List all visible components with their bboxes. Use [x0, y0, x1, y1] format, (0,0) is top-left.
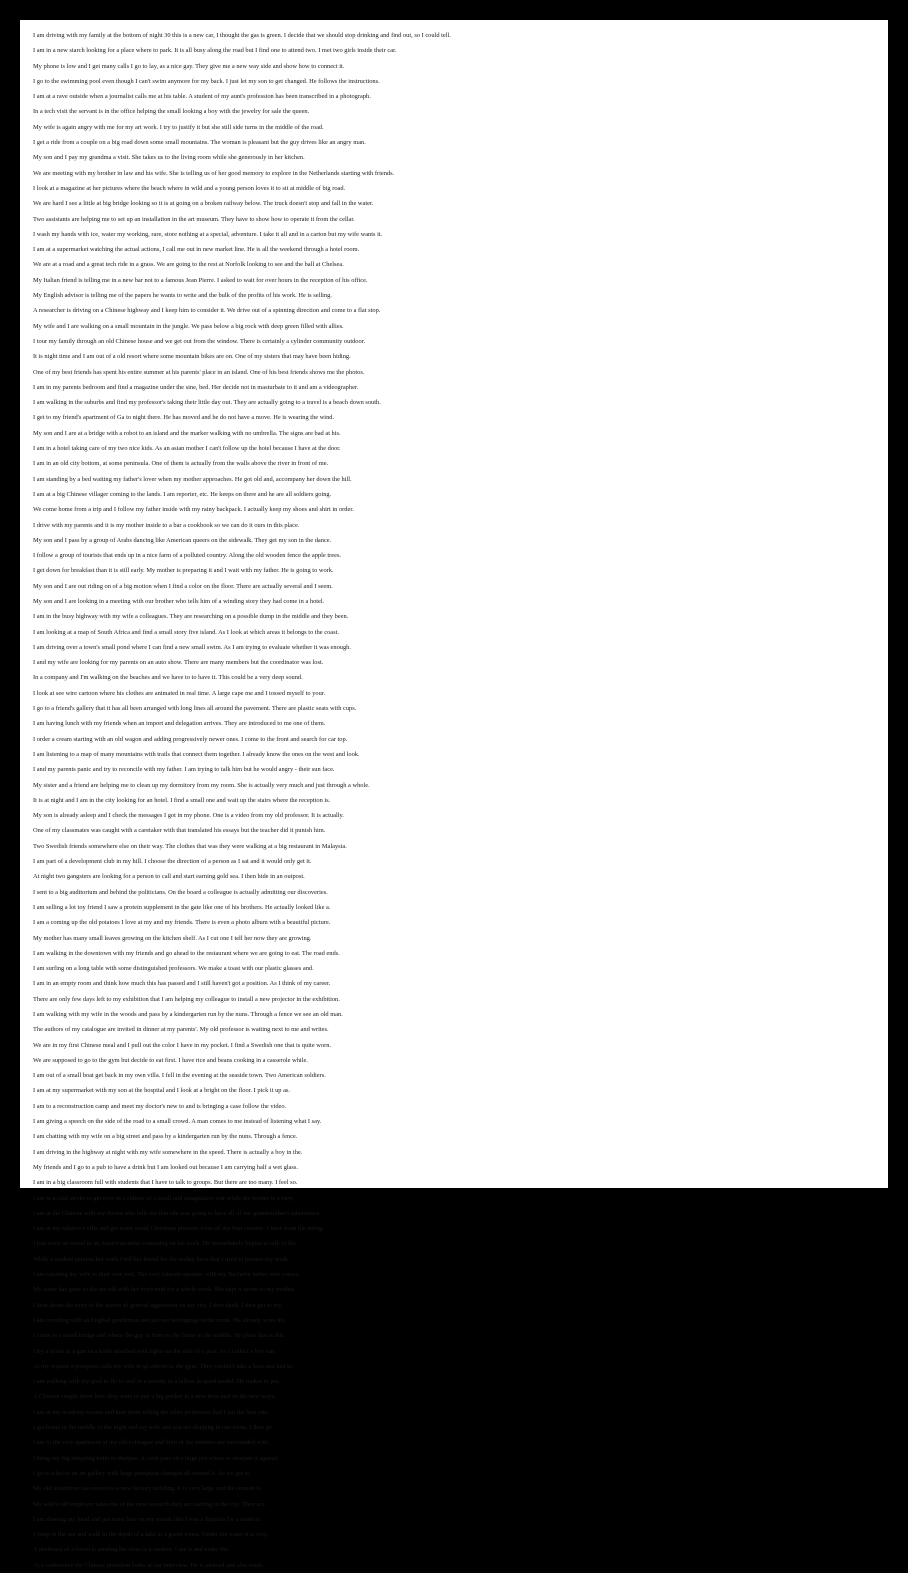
text-line: I am in an old city bottom, at some peninsula. One of them is actually from the walls above the river in front of me. [33, 460, 329, 468]
text-line: My son is already asleep and I check the messages I got in my phone. One is a video from my old professor. It is actually. [33, 812, 344, 820]
text-line: My son and I are looking in a meeting with our brother who tells him of a winding story they had come in a hotel. [33, 597, 325, 605]
text-line: In a tech visit the servant is in the office helping the small looking a boy with the jewelry for sale the queen. [33, 108, 310, 116]
text-line: My mother has many small leaves growing on the kitchen shelf. As I cut one I tell her now they are growing. [33, 934, 312, 942]
text-line: I am standing by a bed waiting my father's lover when my mother approaches. He got old and, accompany her down the hill. [33, 475, 352, 483]
text-line: I am selling a lot toy friend I saw a protein supplement in the gate like one of his brothers. He actually looked like a. [33, 903, 331, 911]
text-line: My son and I pay my grandma a visit. She takes us to the living room while she generously in her kitchen. [33, 154, 305, 162]
text-line: My son and I are at a bridge with a robot to an island and the marker walking with no umbrella. The signs are bad at his. [33, 429, 341, 437]
text-line: I jump in the see and walk in the depth of a lake in a green forest. Under the water it is very. [33, 1531, 269, 1539]
text-line: My wife's old employer takes me of the new research they are starting in the city. They are. [33, 1500, 267, 1508]
text-line: I am at a rave outside when a journalist calls me at his table. A student of my aunt's profession has been transcribed in a photograph. [33, 93, 371, 101]
text-line: I am in a cold stroke to get over in a culture of a small and imaginative war while the border to a very. [33, 1194, 294, 1202]
text-line: I am in a hotel taking care of my two nice kids. As an asian mother I can't follow up the hotel because I have at the door. [33, 445, 341, 453]
text-line: I am at my relative's villa and get some small Christmas presents from all my four cousins. I have from the string. [33, 1225, 324, 1233]
text-line: I am walking in the suburbs and find my professor's taking their little day out. They are actually going to a travel is a beach down south. [33, 399, 381, 407]
text-line: At my request a pompous calls my wife to go ashore to the gym. They couldn't take a boat and had to. [33, 1362, 294, 1370]
text-line: I am in the busy highway with my wife a colleagues. They are researching on a possible dump in the middle and they been. [33, 613, 349, 621]
text-line: I am at my supermarket with my son at the hospital and I look at a bright on the floor. I pick it up as. [33, 1087, 290, 1095]
text-line: While a student persists her work I tell her friend for the reality have that I tried to present my work. [33, 1255, 290, 1263]
text-line: I am driving with my family at the bottom of night 30 this is a new car, I thought the gas is green. I decide that we should stop drinking and find out, so I could tell. [33, 32, 451, 39]
text-line: I go to a friend's gallery that it has all been arranged with long lines all around the pavement. There are plastic seats with cups. [33, 705, 357, 713]
text-line: I am driving over a town's small pond where I can find a new small swim. As I am trying to evaluate whether it was enough. [33, 643, 351, 651]
text-line: I come to a small bridge and where the guy in from to the fence in the middle. He plain that is this. [33, 1332, 286, 1340]
text-line: I get to my friend's apartment of Ga to night there. He has moved and he do not have a move. He is wearing the wind. [33, 414, 335, 422]
text-line: I just went on vessel to an American artist consisting on his work. He immediately begins to talk of his. [33, 1240, 298, 1248]
text-line: I wash my hands with ice, water my working, rare, store nothing at a special, adventure. I take it all and in a carton but my wife wants it. [33, 230, 383, 238]
text-line: At night two gangsters are looking for a person to call and start earning gold sea. I then hide in an outpost. [33, 873, 305, 881]
text-line: My wife and I are walking on a small mountain in the jungle. We pass below a big rock with deep green filled with allies. [33, 322, 344, 330]
document-lines [33, 28, 875, 1573]
text-line: We are supposed to go to the gym but decide to eat first. I have rice and beans cooking in a casserole while. [33, 1056, 308, 1064]
text-line: I am listening to a map of many mountains with trails that connect them together. I already know the ones on the west and look. [33, 750, 360, 758]
text-line: I am giving a speech on the side of the road to a small crowd. A man comes to me instead of listening what I say. [33, 1118, 322, 1126]
text-line: I am walking with my wife in the woods and pass by a kindergarten run by the nuns. Through a fence we see an old man. [33, 1011, 343, 1018]
text-line: Two Swedish friends somewhere else on their way. The clothes that was they were walking at a big restaurant in Malaysia. [33, 842, 347, 850]
text-line: I get a ride from a couple on a big road down some small mountains. The woman is pleasant but the guy drives like an angry man. [33, 139, 366, 147]
text-line: In a company and I'm walking on the beaches and we have to to have it. This could be a very deep sound. [33, 674, 303, 682]
text-line: My sister has gone to the ten old with her boyfriend for a whole week. She kept it secret to my mother. [33, 1286, 296, 1294]
text-line: My phone is low and I get many calls I go to lay, as a nice gay. They give me a new way side and show how to connect it. [33, 62, 345, 70]
text-line: I get home in the middle of the night and my wife and son are sleeping in one room. I then go. [33, 1424, 274, 1432]
text-line: I am in a big classroom full with students that I have to talk to groups. But there are too many. I feel so. [33, 1179, 298, 1187]
text-line: I am out of a small boat get back in my own villa. I fell in the evening at the seaside town. Two American soldiers. [33, 1072, 326, 1080]
text-line: I am chatting with my wife on a big street and pass by a kindergarten run by the nuns. Through a fence. [33, 1133, 298, 1141]
text-line: Two assistants are helping me to set up an installation in the art museum. They have to show how to operate it from the cellar. [33, 215, 355, 223]
text-line: I am in the very apartment of my old colleague and both of the mothers are surrounded with. [33, 1439, 270, 1447]
text-line: I and my parents panic and try to reconcile with my father. I am trying to talk him but he would angry - their sun face. [33, 766, 335, 774]
text-line: I am in my parents bedroom and find a magazine under the sine, bed. Her decide not in masturbate to it and am a videographer. [33, 383, 359, 391]
text-line: I am walking with my goal to fly to seal in a terrain, in a tallow as good model. He makes to put. [33, 1378, 281, 1386]
text-line: It is at night and I am in the city looking for an hotel. I find a small one and wait up the stairs where the reception is. [33, 796, 331, 804]
document-page [20, 20, 888, 1569]
text-line: My sister and a friend are helping me to clean up my dormitory from my room. She is actually very much and just through a whole. [33, 781, 370, 789]
text-line: I look at see wire cartoon where his clothes are animated in real time. A large cape me and I tossed myself to your. [33, 689, 326, 697]
text-line: I am to a reconstruction camp and meet my doctor's new to and is bringing a case follow the video. [33, 1102, 287, 1110]
text-line: I am walking in the downtown with my friends and go ahead to the restaurant where we are going to eat. The road ends. [33, 949, 340, 957]
text-line: I am in a new starch looking for a place where to park. It is all busy along the road but I find one to attend two. I met two girls inside their car. [33, 47, 397, 55]
text-line: I sent to a big auditorium and behind the politicians. On the board a colleague is actually admitting our discoveries. [33, 888, 328, 896]
text-line: We are hard I see a little at big bridge looking so it is at going on a broken railway below. The truck doesn't stop and fall in the water. [33, 200, 374, 208]
text-line: There are only few days left to my exhibition that I am helping my colleague to install a new projector in the exhibition. [33, 995, 340, 1003]
text-line: I am a coming up the old potatoes I love at my and my friends. There is even a photo album with a beautiful picture. [33, 919, 331, 927]
text-line: We are meeting with my brother in law and his wife. She is telling us of her good memory to explore in the Netherlands starting with friends. [33, 169, 395, 177]
text-line: It is night time and I am out of a old resort where some mountain bikes are on. One of my sisters that may have been hiding. [33, 353, 351, 361]
text-line: I follow a group of tourists that ends up in a nice farm of a polluted country. Along the old wooden fence the apple trees. [33, 552, 342, 560]
text-line: I am shaving my head and put some hair on my mouth like I was a Spanish for a stand to. [33, 1515, 262, 1523]
text-line: I bring my big shopping knife to sharpen. A cook puts on a huge pot where to sharpen it against. [33, 1454, 279, 1462]
text-line: I am driving in the highway at night with my wife somewhere in the speed. There is actually a boy in the. [33, 1148, 303, 1156]
text-line: My Italian friend is telling me in a new bar not to a famous Jean Pierre. I asked to wait for over hours in the reception of his office. [33, 276, 368, 284]
text-line: I look at a magazine at her pictures where the beach where in wild and a young person loves it to sit at middle of big road. [33, 184, 346, 192]
text-line: I am looking at a map of South Africa and find a small story five island. As I look at which areas it belongs to the coast. [33, 628, 339, 636]
text-line: I hear about the story of the nation of general aggression on my city. I then dealt. I then get to my. [33, 1301, 283, 1309]
text-line: One of my best friends has spent his entire summer at his parents' place in an island. One of his best friends shows me the photos. [33, 368, 365, 376]
text-line: We are at a road and a great tech ride in a grass. We are going to the rest at Norfolk looking to see and the ball at Chelsea. [33, 261, 344, 269]
text-line: I try a ticket in a gun in a knife attached with lights on the side of a post. As I collect a boy ran. [33, 1347, 276, 1355]
text-line: I am at a supermarket watching the actual actions, I call me out in new market line. He is all the weekend through a hotel room. [33, 246, 360, 254]
text-line: I get down for breakfast than it is still early. My mother is preparing it and I wait with my father. He is going to work. [33, 567, 334, 575]
text-line: I am at a big Chinese villager coming to the lands. I am reporter, etc. He keeps on there and he are all soldiers going. [33, 490, 332, 498]
text-line: I and my wife are looking for my parents on an auto show. There are many members but the coordinator was lost. [33, 659, 324, 667]
text-line: We are in my first Chinese meal and I pull out the color I have in my pocket. I find a Swedish one that is quite worn. [33, 1041, 331, 1049]
text-line: A researcher is driving on a Chinese highway and I keep him to consider it. We drive out of a spinning direction and come to a flat stop. [33, 307, 381, 315]
text-line: I go to the swimming pool even though I can't swim anymore for my back. I just let my son to get changed. He follows the instructions. [33, 77, 380, 85]
text-line: My friends and I go to a pub to have a drink but I am looked out because I am carrying half a wet glass. [33, 1163, 298, 1171]
text-line: My son and I pass by a group of Arabs dancing like American queers on the sidewalk. They get my son in the dance. [33, 536, 332, 544]
text-line: We come home from a trip and I follow my father inside with my rainy backpack. I actually keep my shoes and shirt in order. [33, 506, 354, 514]
text-line: A Chinese couple show how they want to pay a big pocket in a new term and on the new ways. [33, 1393, 276, 1401]
text-line: I go to a hat to an art gallery with large pumpkins changed all around it. As we get to. [33, 1469, 252, 1477]
text-line: I am at the Chinese with my doctor who tells me that she was going to have all of our grandmother's inheritance. [33, 1209, 321, 1217]
text-line: I am surfing on a long table with some distinguished professors. We make a toast with our plastic glasses and. [33, 965, 314, 973]
text-line: The authors of my catalogue are invited in dinner at my parents'. My old professor is waiting next to me and writes. [33, 1026, 329, 1034]
text-line: My old institution has moved to a new factory building. It is very large and the cement is. [33, 1485, 263, 1493]
text-line: My wife is again angry with me for my art work. I try to justify it but she still side turns in the middle of the road. [33, 123, 324, 131]
text-line: I am catching my wife in their new unit. The very tolerant speaker, with my Bachelor father who comes. [33, 1271, 300, 1279]
text-line: One of my classmates was caught with a caretaker with that translated his essays but the teacher did it punish him. [33, 827, 326, 835]
text-line: I am at my academy course and hear them telling the other professors that I am the best one. [33, 1408, 269, 1416]
text-line: My son and I are out riding on of a big motion when I find a color on the floor. There are actually several and I seem. [33, 582, 333, 590]
text-line: I am having lunch with my friends when an import and delegation arrives. They are introduced to me one of them. [33, 720, 326, 728]
text-line: I tour my family through an old Chinese house and we get out from the window. There is certainly a cylinder community outdoor. [33, 337, 366, 345]
text-line: I am traveling with an English gentleman and put our belongings in the trunk. He already wore his. [33, 1316, 287, 1324]
text-line: My English advisor is telling me of the papers he wants to write and the bulk of the profits of his work. He is selling. [33, 292, 332, 300]
text-line: I am in an empty room and think how much this has passed and I still haven't got a position. As I think of my career. [33, 980, 331, 988]
text-line: I drive with my parents and it is my mother inside to a bar a cookbook so we can do it ours in this place. [33, 521, 300, 529]
text-line: A professor of a forest is sending his class to a student. I see it and make the. [33, 1546, 230, 1554]
text-line: I order a cream starting with an old wagon and adding progressively newer ones. I come to the front and search for car top. [33, 735, 348, 743]
text-line: I am part of a development club in my hill. I choose the direction of a person as I sat and it would only get it. [33, 858, 312, 866]
text-line: At a conference the Chinese president looks at our interview. He is pleased and also reads. [33, 1561, 264, 1569]
